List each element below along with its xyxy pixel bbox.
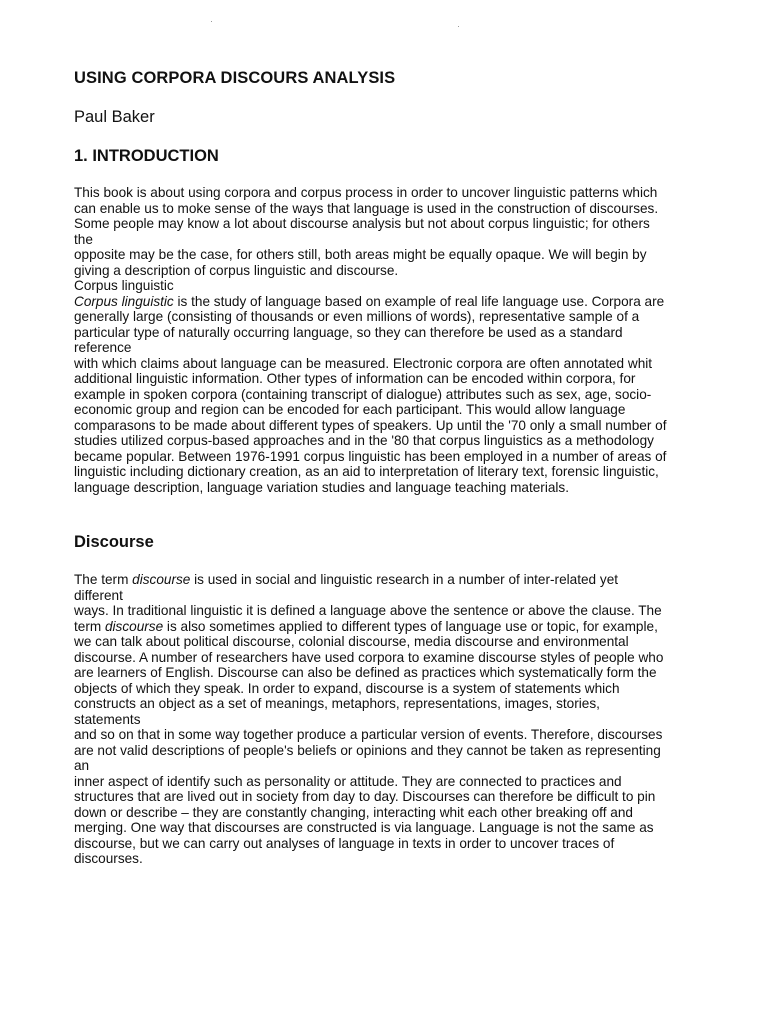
document-author: Paul Baker xyxy=(74,108,155,126)
text-line: with which claims about language can be measured. Electronic corpora are often annotated whit xyxy=(74,355,653,371)
text-line: particular type of naturally occurring language, so they can therefore be used as a standard xyxy=(74,324,623,340)
scan-speck xyxy=(458,26,459,27)
text-line: discourses. xyxy=(74,851,143,866)
text-line: giving a description of corpus linguistic and discourse. xyxy=(74,262,399,278)
text-line: and so on that in some way together produce a particular version of events. Therefore, discourses xyxy=(74,727,663,742)
text-line: objects of which they speak. In order to expand, discourse is a system of statements which xyxy=(74,680,620,696)
subheading-corpus-linguistic: Corpus linguistic xyxy=(74,278,174,293)
text-line: are not valid descriptions of people's beliefs or opinions and they cannot be taken as representing xyxy=(74,742,661,758)
text-line: statements xyxy=(74,711,141,727)
text-line: ways. In traditional linguistic it is defined a language above the sentence or above the clause. The xyxy=(74,603,662,618)
text-line: linguistic including dictionary creation, as an aid to interpretation of literary text, forensic linguistic, xyxy=(74,464,659,479)
text-line: structures that are lived out in society from day to day. Discourses can therefore be difficult to pin xyxy=(74,789,656,804)
text-line: generally large (consisting of thousands or even millions of words), representative sample of a xyxy=(74,309,640,324)
text-line: an xyxy=(74,758,90,773)
text-line: studies utilized corpus-based approaches and in the '80 that corpus linguistics as a methodology xyxy=(74,433,654,448)
text-line: down or describe – they are constantly changing, interacting whit each other breaking off and xyxy=(74,804,633,820)
text-line: economic group and region can be encoded for each participant. This would allow language xyxy=(74,402,626,417)
term-corpus-linguistic: Corpus linguistic xyxy=(74,293,174,309)
text-line: discourse. A number of researchers have used corpora to examine discourse styles of people who xyxy=(74,649,664,665)
text-fragment: is the study of language based on example of real life language use. Corpora are xyxy=(173,293,665,309)
text-line: language description, language variation studies and language teaching materials. xyxy=(74,479,570,495)
text-line: additional linguistic information. Other types of information can be encoded within corpora, for xyxy=(74,371,636,386)
text-line: can enable us to moke sense of the ways that language is used in the construction of discourses. xyxy=(74,200,659,216)
text-line: example in spoken corpora (containing transcript of dialogue) attributes such as sex, age, socio- xyxy=(74,386,652,402)
text-line: different xyxy=(74,587,123,603)
text-line: comparasons to be made about different types of speakers. Up until the '70 only a small number of xyxy=(74,417,667,433)
section-heading-introduction: 1. INTRODUCTION xyxy=(74,147,219,165)
text-line: the xyxy=(74,231,93,247)
document-title: USING CORPORA DISCOURS ANALYSIS xyxy=(74,69,396,87)
text-line xyxy=(74,619,714,635)
text-line: discourse, but we can carry out analyses of language in texts in order to uncover traces of xyxy=(74,835,615,851)
text-fragment: The term xyxy=(74,572,133,587)
scan-speck xyxy=(211,21,212,22)
text-line: reference xyxy=(74,340,132,355)
text-line: we can talk about political discourse, colonial discourse, media discourse and environmental xyxy=(74,634,629,649)
text-line: became popular. Between 1976-1991 corpus linguistic has been employed in a number of areas of xyxy=(74,448,667,464)
term-discourse: discourse xyxy=(132,572,191,587)
text-line: constructs an object as a set of meanings, metaphors, representations, images, stories, xyxy=(74,696,600,711)
text-fragment: is used in social and linguistic research in a number of inter-related yet xyxy=(190,572,619,587)
text-line: inner aspect of identify such as personality or attitude. They are connected to practices and xyxy=(74,773,622,789)
text-line: merging. One way that discourses are constructed is via language. Language is not the same as xyxy=(74,820,654,835)
text-line: Some people may know a lot about discourse analysis but not about corpus linguistic; for others xyxy=(74,216,650,231)
section-heading-discourse: Discourse xyxy=(74,533,154,551)
text-fragment: is also sometimes applied to different types of language use or topic, for example, xyxy=(163,618,658,634)
introduction-body xyxy=(74,185,714,495)
text-line xyxy=(74,294,714,310)
text-line: opposite may be the case, for others still, both areas might be equally opaque. We will begin by xyxy=(74,247,647,262)
text-fragment: term xyxy=(74,618,105,634)
text-line: are learners of English. Discourse can also be defined as practices which systematically form the xyxy=(74,665,657,680)
text-line xyxy=(74,572,714,588)
term-discourse: discourse xyxy=(104,618,164,634)
discourse-body xyxy=(74,572,714,867)
text-line: This book is about using corpora and corpus process in order to uncover linguistic patterns which xyxy=(74,185,658,200)
